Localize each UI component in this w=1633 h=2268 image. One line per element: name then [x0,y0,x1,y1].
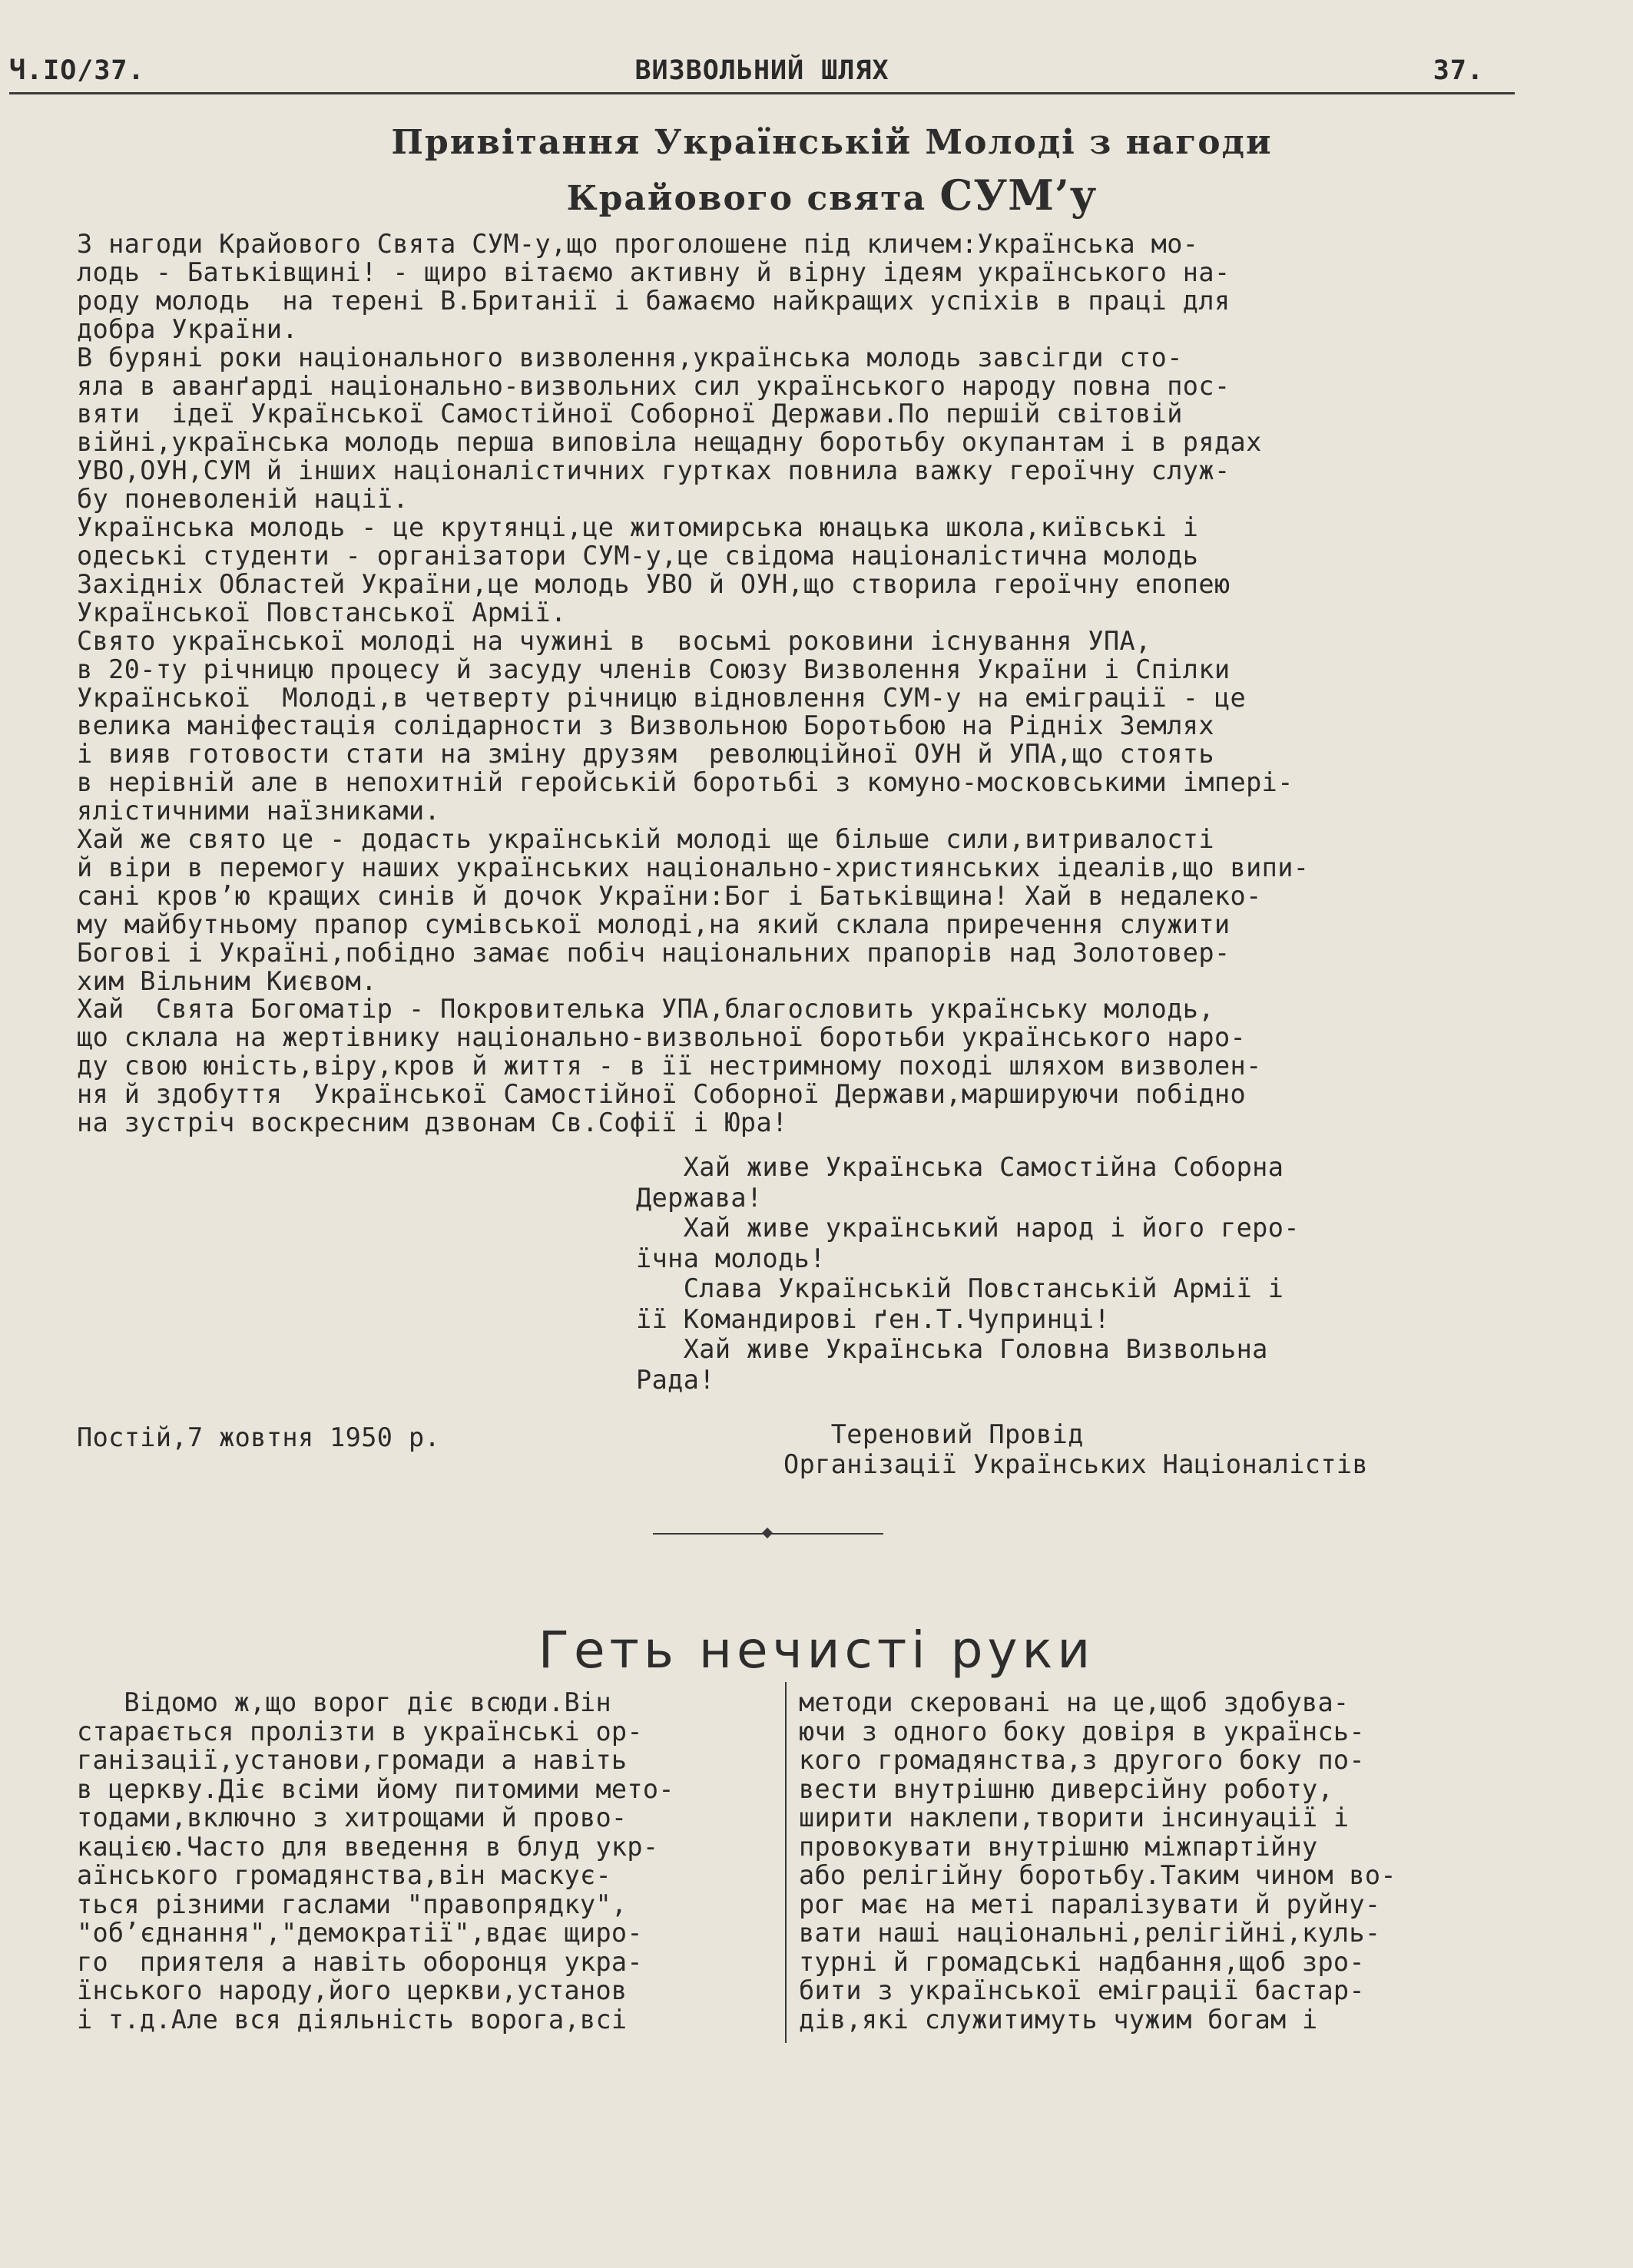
section-divider [653,1528,883,1539]
signer: Тереновий Провід Організації Українських Націоналістів [783,1419,1369,1479]
article-title-line-2-prefix: Крайового свята [566,179,927,218]
page-number: 37. [1433,55,1484,86]
slogans-block: Хай живе Українська Самостійна Соборна Держава! Хай живе український народ і його геро- їчна молодь! Слава Українській Повстанській Армії і її Командирові ґен.Т.Чупринці! Хай живе Українська Головна Визвольна Рада! [636,1152,1300,1395]
article-title-line-1: Привітання Українській Молоді з нагоди [391,123,1273,162]
place-date: Постій,7 жовтня 1950 р. [77,1422,441,1452]
article-body: З нагоди Крайового Свята СУМ-у,що проголошене під кличем:Українська мо- лодь - Батьківщині! - щиро вітаємо активну й вірну ідеям українського на- роду молодь на терені В.Британії і бажаємо найкращих успіхів в праці для добра України. В буряні роки національного визволення,українська молодь завсігди сто- яла в аванґарді національно-визвольних сил українського народу повна пос- вяти ідеї Української Самостійної Соборної Держави.По першій світовій війні,українська молодь перша виповіла нещадну боротьбу окупантам і в рядах УВО,ОУН,СУМ й інших націоналістичних гуртках повнила важку героїчну служ- бу поневоленій нації. Українська молодь - це крутянці,це житомирська юнацька школа,київські і одеські студенти - організатори СУМ-у,це свідома націоналістична молодь Західніх Областей України,це молодь УВО й ОУН,що створила героїчну епопею Української Повстанської Армії. Свято української молоді на чужині в восьмі роковини існування УПА, в 20-ту річницю процесу й засуду членів Союзу Визволення України і Спілки Української Молоді,в четверту річницю відновлення СУМ-у на еміграції - це велика маніфестація солідарности з Визвольною Боротьбою на Рідніх Землях і вияв готовости стати на зміну друзям революційної ОУН й УПА,що стоять в нерівній але в непохитній геройській боротьбі з комуно-московськими імпері- ялістичними наїзниками. Хай же свято це - додасть українській молоді ще більше сили,витривалості й віри в перемогу наших українських національно-християнських ідеалів,що випи- сані кров’ю кращих синів й дочок України:Бог і Батьківщина! Хай в недалеко- му майбутньому прапор сумівської молоді,на який склала приречення служити Богові і Україні,побідно замає побіч національних прапорів над Золотовер- хим Вільним Києвом. Хай Свята Богоматір - Покровителька УПА,благословить українську молодь, що склала на жертівнику національно-визвольної боротьби українського наро- ду свою юність,віру,кров й життя - в її нестримному поході шляхом визволен- ня й здобуття Української Самостійної Соборної Держави,маршируючи побідно на зустріч воскресним дзвонам Св.Софії і Юра! [77,229,1310,1138]
issue-number: Ч.IO/37. [9,55,145,86]
divider-diamond [762,1528,773,1538]
article-title-line-2 [0,171,1633,220]
second-article-title: Геть нечисті руки [538,1621,1095,1680]
article-title-line-2-emph: СУМ’у [939,171,1098,220]
header-rule [9,92,1515,94]
column-rule [785,1682,787,2043]
second-article-column-left: Відомо ж,що ворог діє всюди.Він старається пролізти в українські ор- ганізації,установи,громади а навіть в церкву.Діє всіми йому питомими мето- тодами,включно з хитрощами й прово- кацією.Часто для введення в блуд укр- аїнського громадянства,він маскує- ться різними гаслами "правопрядку", "об’єднання","демократії",вдає щиро- го приятеля а навіть оборонця укра- їнського народу,його церкви,установ і т.д.Але вся діяльність ворога,всі [77,1687,674,2035]
page-header [9,55,1515,94]
publication-title: ВИЗВОЛЬНИЙ ШЛЯХ [634,55,889,86]
second-article-column-right: методи скеровані на це,щоб здобува- ючи з одного боку довіря в українсь- кого громадянства,з другого боку по- вести внутрішню диверсійну роботу, ширити наклепи,творити інсинуації і провокувати внутрішню міжпартійну або релігійну боротьбу.Таким чином во- рог має на меті паралізувати й руйну- вати наші національні,релігійні,куль- турні й громадські надбання,щоб зро- бити з української еміграції бастар- дів,які служитимуть чужим богам і [799,1687,1396,2035]
